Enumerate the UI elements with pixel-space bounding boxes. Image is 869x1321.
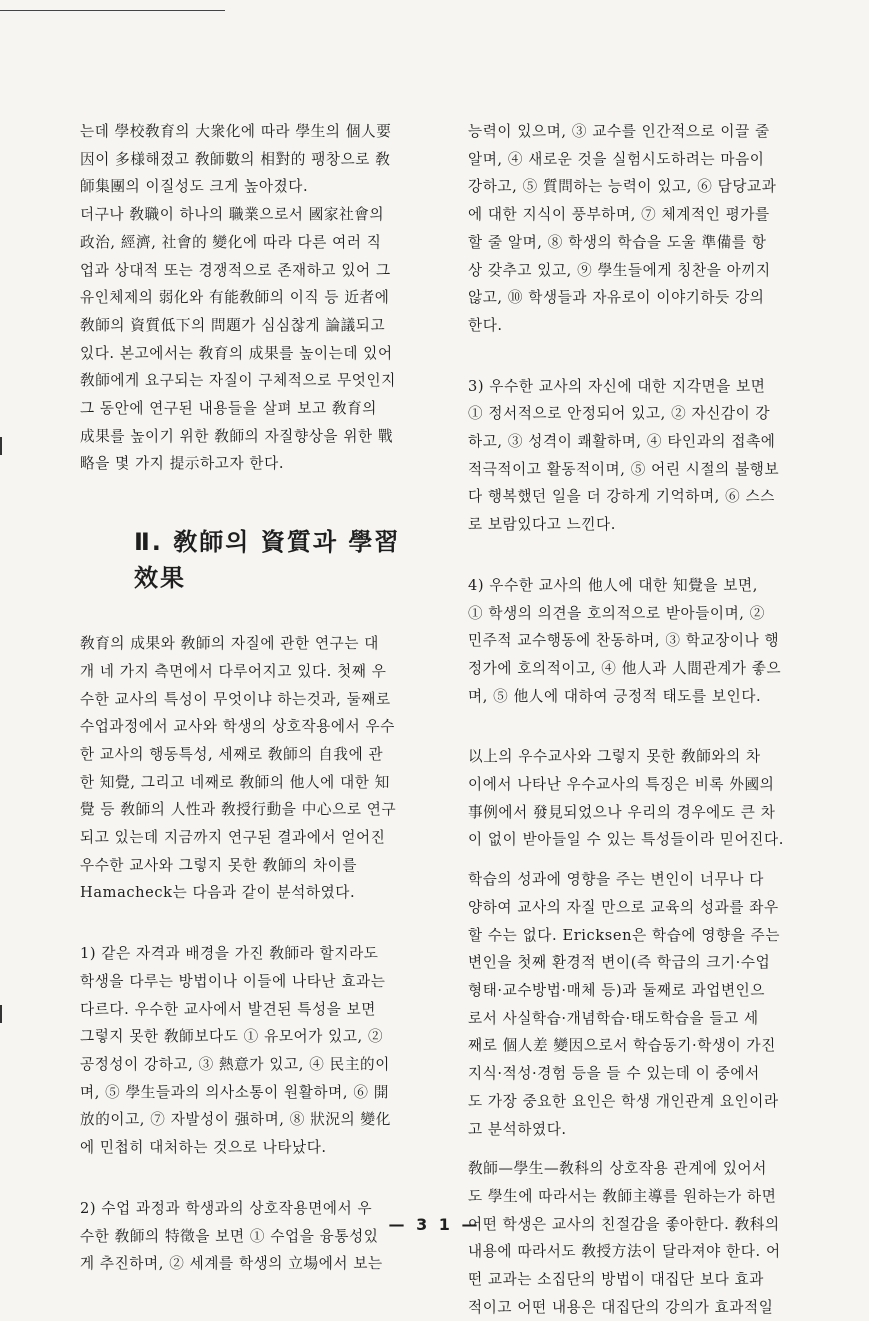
paragraph: 以上의 우수교사와 그렇지 못한 敎師와의 차 이에서 나타난 우수교사의 특징은 비록 外國의 事例에서 發見되었으나 우리의 경우에도 큰 차 이 없이 받아들일 수 있는 특성들이라 믿어진다.	[468, 748, 784, 849]
left-column	[80, 118, 442, 1278]
top-rule	[0, 10, 225, 11]
paragraph: 3) 우수한 교사의 자신에 대한 지각면을 보면 ① 정서적으로 안정되어 있고, ② 자신감이 강 하고, ③ 성격이 쾌활하며, ④ 타인과의 접촉에 적극적이고 활동적이며, ⑤ 어린 시절의 불행보 다 행복했던 일을 더 강하게 기억하며, ⑥ 스스 로 보람있다고 느낀다.	[468, 377, 780, 534]
margin-mark	[0, 1005, 2, 1023]
paragraph: 학습의 성과에 영향을 주는 변인이 너무나 다 양하여 교사의 자질 만으로 교육의 성과를 좌우 할 수는 없다. Ericksen은 학습에 영향을 주는 변인을 첫째 환경적 변이(즉 학급의 크기·수업 형태·교수방법·매체 등)과 둘째로 과업변인으 로서 사실학습·개념학습·태도학습을 들고 세 째로 個人差 變因으로서 학습동기·학생이 가진 지식·적성·경험 등을 들 수 있는데 이 중에서 도 가장 중요한 요인은 학생 개인관계 요인이라 고 분석하였다.	[468, 871, 781, 1138]
paragraph: 1) 같은 자격과 배경을 가진 敎師라 할지라도 학생을 다루는 방법이나 이들에 나타난 효과는 다르다. 우수한 교사에서 발견된 특성을 보면 그렇지 못한 敎師보다도 ① 유모어가 있고, ② 공정성이 강하고, ③ 熱意가 있고, ④ 民主的이 며, ⑤ 學生들과의 의사소통이 원활하며, ⑥ 開 放的이고, ⑦ 자발성이 强하며, ⑧ 狀況의 變化 에 민첩히 대처하는 것으로 나타났다.	[80, 945, 391, 1157]
paragraph: 능력이 있으며, ③ 교수를 인간적으로 이끌 줄 알며, ④ 새로운 것을 실험시도하려는 마음이 강하고, ⑤ 質問하는 능력이 있고, ⑥ 담당교과 에 대한 지식이 풍부하며, ⑦ 체계적인 평가를 할 줄 알며, ⑧ 학생의 학습을 도울 準備를 항 상 갖추고 있고, ⑨ 學生들에게 칭찬을 아끼지 않고, ⑩ 학생들과 자유로이 이야기하듯 강의 한다.	[468, 123, 777, 334]
paragraph: 敎師—學生—敎科의 상호작용 관계에 있어서 도 學生에 따라서는 敎師主導를 원하는가 하면 어떤 학생은 교사의 친절감을 좋아한다. 敎科의 내용에 따라서도 敎授方法이 달라져야 한다. 어 떤 교과는 소집단의 방법이 대집단 보다 효과 적이고 어떤 내용은 대집단의 강의가 효과적일	[468, 1160, 781, 1316]
paragraph: 는데 學校敎育의 大衆化에 따라 學生의 個人要 因이 多様해졌고 敎師數의 相對的 팽창으로 敎 師集團의 이질성도 크게 높아졌다.	[80, 123, 392, 196]
section-heading: Ⅱ. 敎師의 資質과 學習 效果	[134, 528, 401, 593]
right-column	[468, 118, 826, 1321]
margin-mark	[0, 437, 2, 455]
paragraph: 2) 수업 과정과 학생과의 상호작용면에서 우 수한 敎師의 特徵을 보면 ① 수업을 융통성있 게 추진하며, ② 세계를 학생의 立場에서 보는	[80, 1199, 383, 1273]
paragraph: 더구나 敎職이 하나의 職業으로서 國家社會의 政治, 經濟, 社會的 變化에 따라 다른 여러 직 업과 상대적 또는 경쟁적으로 존재하고 있어 그 유인체제의 弱化와 有能敎師의 이직 등 近者에 敎師의 資質低下의 問題가 심심찮게 論議되고 있다. 본고에서는 敎育의 成果를 높이는데 있어 敎師에게 요구되는 자질이 구체적으로 무엇인지 그 동안에 연구된 내용들을 살펴 보고 敎育의 成果를 높이기 위한 敎師의 자질향상을 위한 戰 略을 몇 가지 提示하고자 한다.	[80, 206, 396, 473]
paragraph: 敎育의 成果와 敎師의 자질에 관한 연구는 대 개 네 가지 측면에서 다루어지고 있다. 첫째 우 수한 교사의 특성이 무엇이냐 하는것과, 둘째로 수업과정에서 교사와 학생의 상호작용에서 우수 한 교사의 행동특성, 세째로 敎師의 自我에 관 한 知覺, 그리고 네째로 敎師의 他人에 대한 知 覺 등 敎師의 人性과 敎授行動을 中心으로 연구 되고 있는데 지금까지 연구된 결과에서 얻어진 우수한 교사와 그렇지 못한 敎師의 차이를 Hamacheck는 다음과 같이 분석하였다.	[80, 635, 397, 902]
paragraph: 4) 우수한 교사의 他人에 대한 知覺을 보면, ① 학생의 의견을 호의적으로 받아들이며, ② 민주적 교수행동에 찬동하며, ③ 학교장이나 행 정가에 호의적이고, ④ 他人과 人間관계가 좋으 며, ⑤ 他人에 대하여 긍정적 태도를 보인다.	[468, 576, 782, 705]
page-number: — 3 1 —	[388, 1215, 481, 1234]
